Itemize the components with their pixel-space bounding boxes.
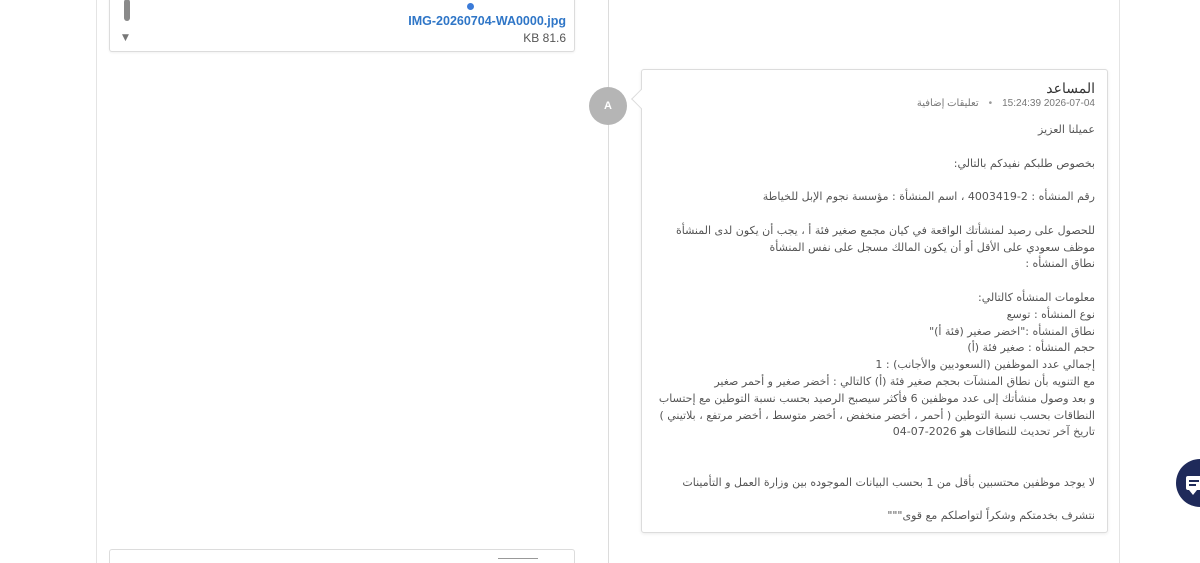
next-card-title	[498, 558, 538, 563]
message-meta	[917, 98, 1095, 109]
message-line: نطاق المنشأه :"اخضر صغير (فئة أ)"	[929, 324, 1095, 338]
attachment-card	[109, 0, 575, 52]
message-line: بخصوص طلبكم نفيدكم بالتالي:	[953, 156, 1095, 170]
chat-launcher-button[interactable]	[1176, 459, 1200, 507]
attachment-indicator-dot	[467, 3, 474, 10]
message-line: مع التنويه بأن نطاق المنشآت بحجم صغير فئة (أ) كالتالي : أخضر صغير و أحمر صغير	[714, 374, 1095, 388]
message-line: نتشرف بخدمتكم وشكراً لتواصلكم مع قوى"""	[887, 509, 1095, 523]
next-card	[109, 549, 575, 563]
message-meta-label: تعليقات إضافية	[916, 98, 979, 109]
message-line: موظف سعودي على الأقل أو أن يكون المالك مسجل على نفس المنشأة	[769, 240, 1095, 254]
message-line: النطاقات بحسب نسبة التوطين ( أحمر ، أخضر منخفض ، أخضر متوسط ، أخضر مرتفع ، بلاتيني )	[659, 408, 1095, 422]
message-line: نوع المنشأه : توسع	[1006, 307, 1095, 321]
message-timestamp: 2026-07-04 15:24:39	[1002, 98, 1095, 109]
message-card	[641, 69, 1108, 533]
message-line: إجمالي عدد الموظفين (السعوديين والأجانب) : 1	[875, 358, 1095, 372]
message-line: عميلنا العزيز	[1038, 123, 1095, 136]
chevron-down-icon[interactable]: ▼	[122, 33, 129, 43]
message-body	[655, 122, 1095, 525]
message-line: معلومات المنشأه كالتالي:	[978, 290, 1095, 304]
avatar: A	[589, 87, 627, 125]
attachment-file-link[interactable]: IMG-20260704-WA0000.jpg	[408, 14, 566, 28]
timeline-line	[608, 0, 609, 563]
message-line: رقم المنشأه : 2-4003419 ، اسم المنشأة : مؤسسة نجوم الإبل للخياطة	[762, 190, 1095, 204]
message-line: لا يوجد موظفين محتسبين بأقل من 1 بحسب البيانات الموجوده بين وزارة العمل و التأمينات	[682, 475, 1095, 489]
message-author: المساعد	[1046, 80, 1095, 96]
attachment-scrollbar[interactable]	[124, 0, 130, 21]
meta-separator-icon: •	[988, 98, 993, 109]
message-line: نطاق المنشأه :	[1025, 257, 1095, 271]
chat-icon	[1186, 476, 1200, 490]
message-line: حجم المنشأه : صغير فئة (أ)	[967, 341, 1095, 355]
message-line: تاريخ آخر تحديث للنطاقات هو 2026-07-04	[892, 425, 1095, 439]
attachment-file-size: KB 81.6	[523, 31, 566, 45]
message-line: و بعد وصول منشأتك إلى عدد موظفين 6 فأكثر سيصبح الرصيد بحسب نسبة التوطين مع إحتساب	[658, 391, 1095, 405]
message-line: للحصول على رصيد لمنشأتك الواقعة في كيان مجمع صغير فئة أ ، يجب أن يكون لدى المنشأة	[676, 223, 1095, 237]
